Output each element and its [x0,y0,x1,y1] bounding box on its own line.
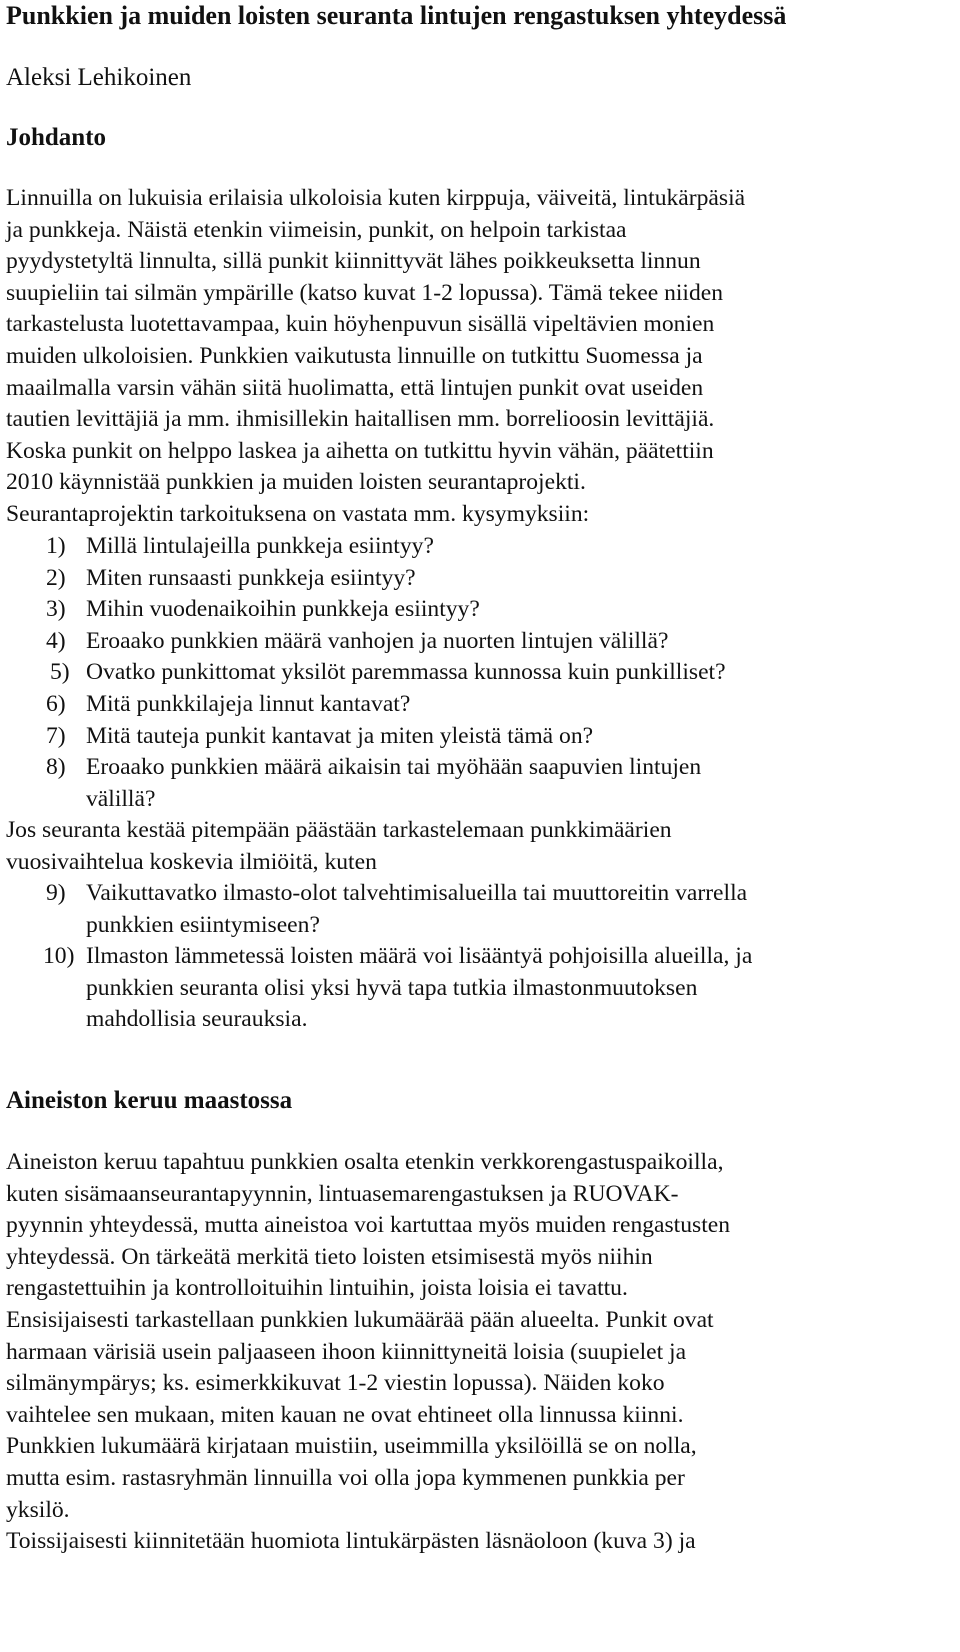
text-line: maailmalla varsin vähän siitä huolimatta, että lintujen punkit ovat useiden [6,374,704,401]
list-item [6,626,954,658]
section-heading-intro: Johdanto [6,124,107,151]
text-line: vuosivaihtelua koskevia ilmiöitä, kuten [6,848,377,875]
text-line: Seurantaprojektin tarkoituksena on vastata mm. kysymyksiin: [6,500,590,527]
list-item [6,752,954,815]
list-number: 3) [46,596,66,623]
text-line: mutta esim. rastasryhmän linnuilla voi olla jopa kymmenen punkkia per [6,1464,685,1491]
section-heading-field: Aineiston keruu maastossa [6,1087,293,1114]
text-line: pyydystetyltä linnulta, sillä punkit kiinnittyvät lähes poikkeuksetta linnun [6,248,701,275]
list-number: 5) [50,659,70,686]
list-number: 7) [46,722,66,749]
list-text: Ilmaston lämmetessä loisten määrä voi lisääntyä pohjoisilla alueilla, ja [86,943,753,970]
list-text: Mitä punkkilajeja linnut kantavat? [86,690,411,717]
text-line: 2010 käynnistää punkkien ja muiden loisten seurantaprojekti. [6,469,586,496]
list-number: 1) [46,533,66,559]
list-number: 6) [46,690,66,717]
list-text: Ovatko punkittomat yksilöt paremmassa kunnossa kuin punkilliset? [86,659,726,686]
list-number: 9) [46,880,66,906]
list-text: Vaikuttavatko ilmasto-olot talvehtimisalueilla tai muuttoreitin varrella [86,880,748,906]
list-text: Mihin vuodenaikoihin punkkeja esiintyy? [86,596,480,623]
list-item [6,941,954,1036]
text-line: silmänympärys; ks. esimerkkikuvat 1-2 viestin lopussa). Näiden koko [6,1370,665,1397]
list-text: välillä? [86,785,156,812]
text-line: Koska punkit on helppo laskea ja aihetta on tutkittu hyvin vähän, päätettiin [6,437,714,464]
author-name: Aleksi Lehikoinen [6,64,192,91]
text-line: kuten sisämaanseurantapyynnin, lintuasemarengastuksen ja RUOVAK- [6,1180,679,1207]
list-number: 2) [46,564,66,591]
list-text: mahdollisia seurauksia. [86,1006,308,1033]
text-line: tarkastelusta luotettavampaa, kuin höyhenpuvun sisällä vipeltävien monien [6,311,715,338]
intro-paragraph [6,183,954,531]
list-item [6,689,954,721]
list-text: Eroaako punkkien määrä aikaisin tai myöhään saapuvien lintujen [86,754,702,781]
list-text: punkkien esiintymiseen? [86,911,320,938]
text-line: vaihtelee sen mukaan, miten kauan ne ovat ehtineet olla linnussa kiinni. [6,1401,684,1428]
text-line: Ensisijaisesti tarkastellaan punkkien lukumäärää pään alueelta. Punkit ovat [6,1306,714,1333]
list-item [6,657,954,689]
text-line: yksilö. [6,1496,70,1523]
text-line: Jos seuranta kestää pitempään päästään tarkastelemaan punkkimäärien [6,817,672,843]
text-line: ja punkkeja. Näistä etenkin viimeisin, punkit, on helpoin tarkistaa [6,216,627,243]
list-item [6,594,954,626]
list-text: punkkien seuranta olisi yksi hyvä tapa tutkia ilmastonmuutoksen [86,974,698,1001]
text-line: harmaan värisiä usein paljaaseen ihoon kiinnittyneitä loisia (suupielet ja [6,1338,687,1365]
text-line: Toissijaisesti kiinnitetään huomiota lintukärpästen läsnäoloon (kuva 3) ja [6,1528,696,1555]
text-line: tautien levittäjiä ja mm. ihmisillekin haitallisen mm. borrelioosin levittäjiä. [6,406,715,433]
list-item [6,531,954,563]
text-line: Aineiston keruu tapahtuu punkkien osalta etenkin verkkorengastuspaikoilla, [6,1149,724,1175]
document-title: Punkkien ja muiden loisten seuranta lintujen rengastuksen yhteydessä [6,1,787,30]
list-text: Miten runsaasti punkkeja esiintyy? [86,564,416,591]
list-number: 4) [46,627,66,654]
field-paragraph [6,1147,954,1558]
text-line: Linnuilla on lukuisia erilaisia ulkoloisia kuten kirppuja, väiveitä, lintukärpäsiä [6,185,746,211]
text-line: rengastettuihin ja kontrolloituihin lintuihin, joista loisia ei tavattu. [6,1275,628,1302]
list-text: Mitä tauteja punkit kantavat ja miten yleistä tämä on? [86,722,594,749]
text-line: suupieliin tai silmän ympärille (katso kuvat 1-2 lopussa). Tämä tekee niiden [6,279,724,306]
list-item [6,563,954,595]
list-number: 8) [46,754,66,781]
question-list [6,531,954,815]
text-line: muiden ulkoloisien. Punkkien vaikutusta linnuille on tutkittu Suomessa ja [6,342,703,369]
text-line: yhteydessä. On tärkeätä merkitä tieto loisten etsimisestä myös niihin [6,1243,653,1270]
list-item [6,721,954,753]
text-line: Punkkien lukumäärä kirjataan muistiin, useimmilla yksilöillä se on nolla, [6,1433,697,1460]
list-item [6,878,954,941]
list-text: Millä lintulajeilla punkkeja esiintyy? [86,533,434,559]
question-list-continued [6,878,954,1036]
text-line: pyynnin yhteydessä, mutta aineistoa voi kartuttaa myös muiden rengastusten [6,1212,731,1239]
list-number: 10) [43,943,75,970]
list-text: Eroaako punkkien määrä vanhojen ja nuorten lintujen välillä? [86,627,669,654]
followup-paragraph [6,815,954,878]
